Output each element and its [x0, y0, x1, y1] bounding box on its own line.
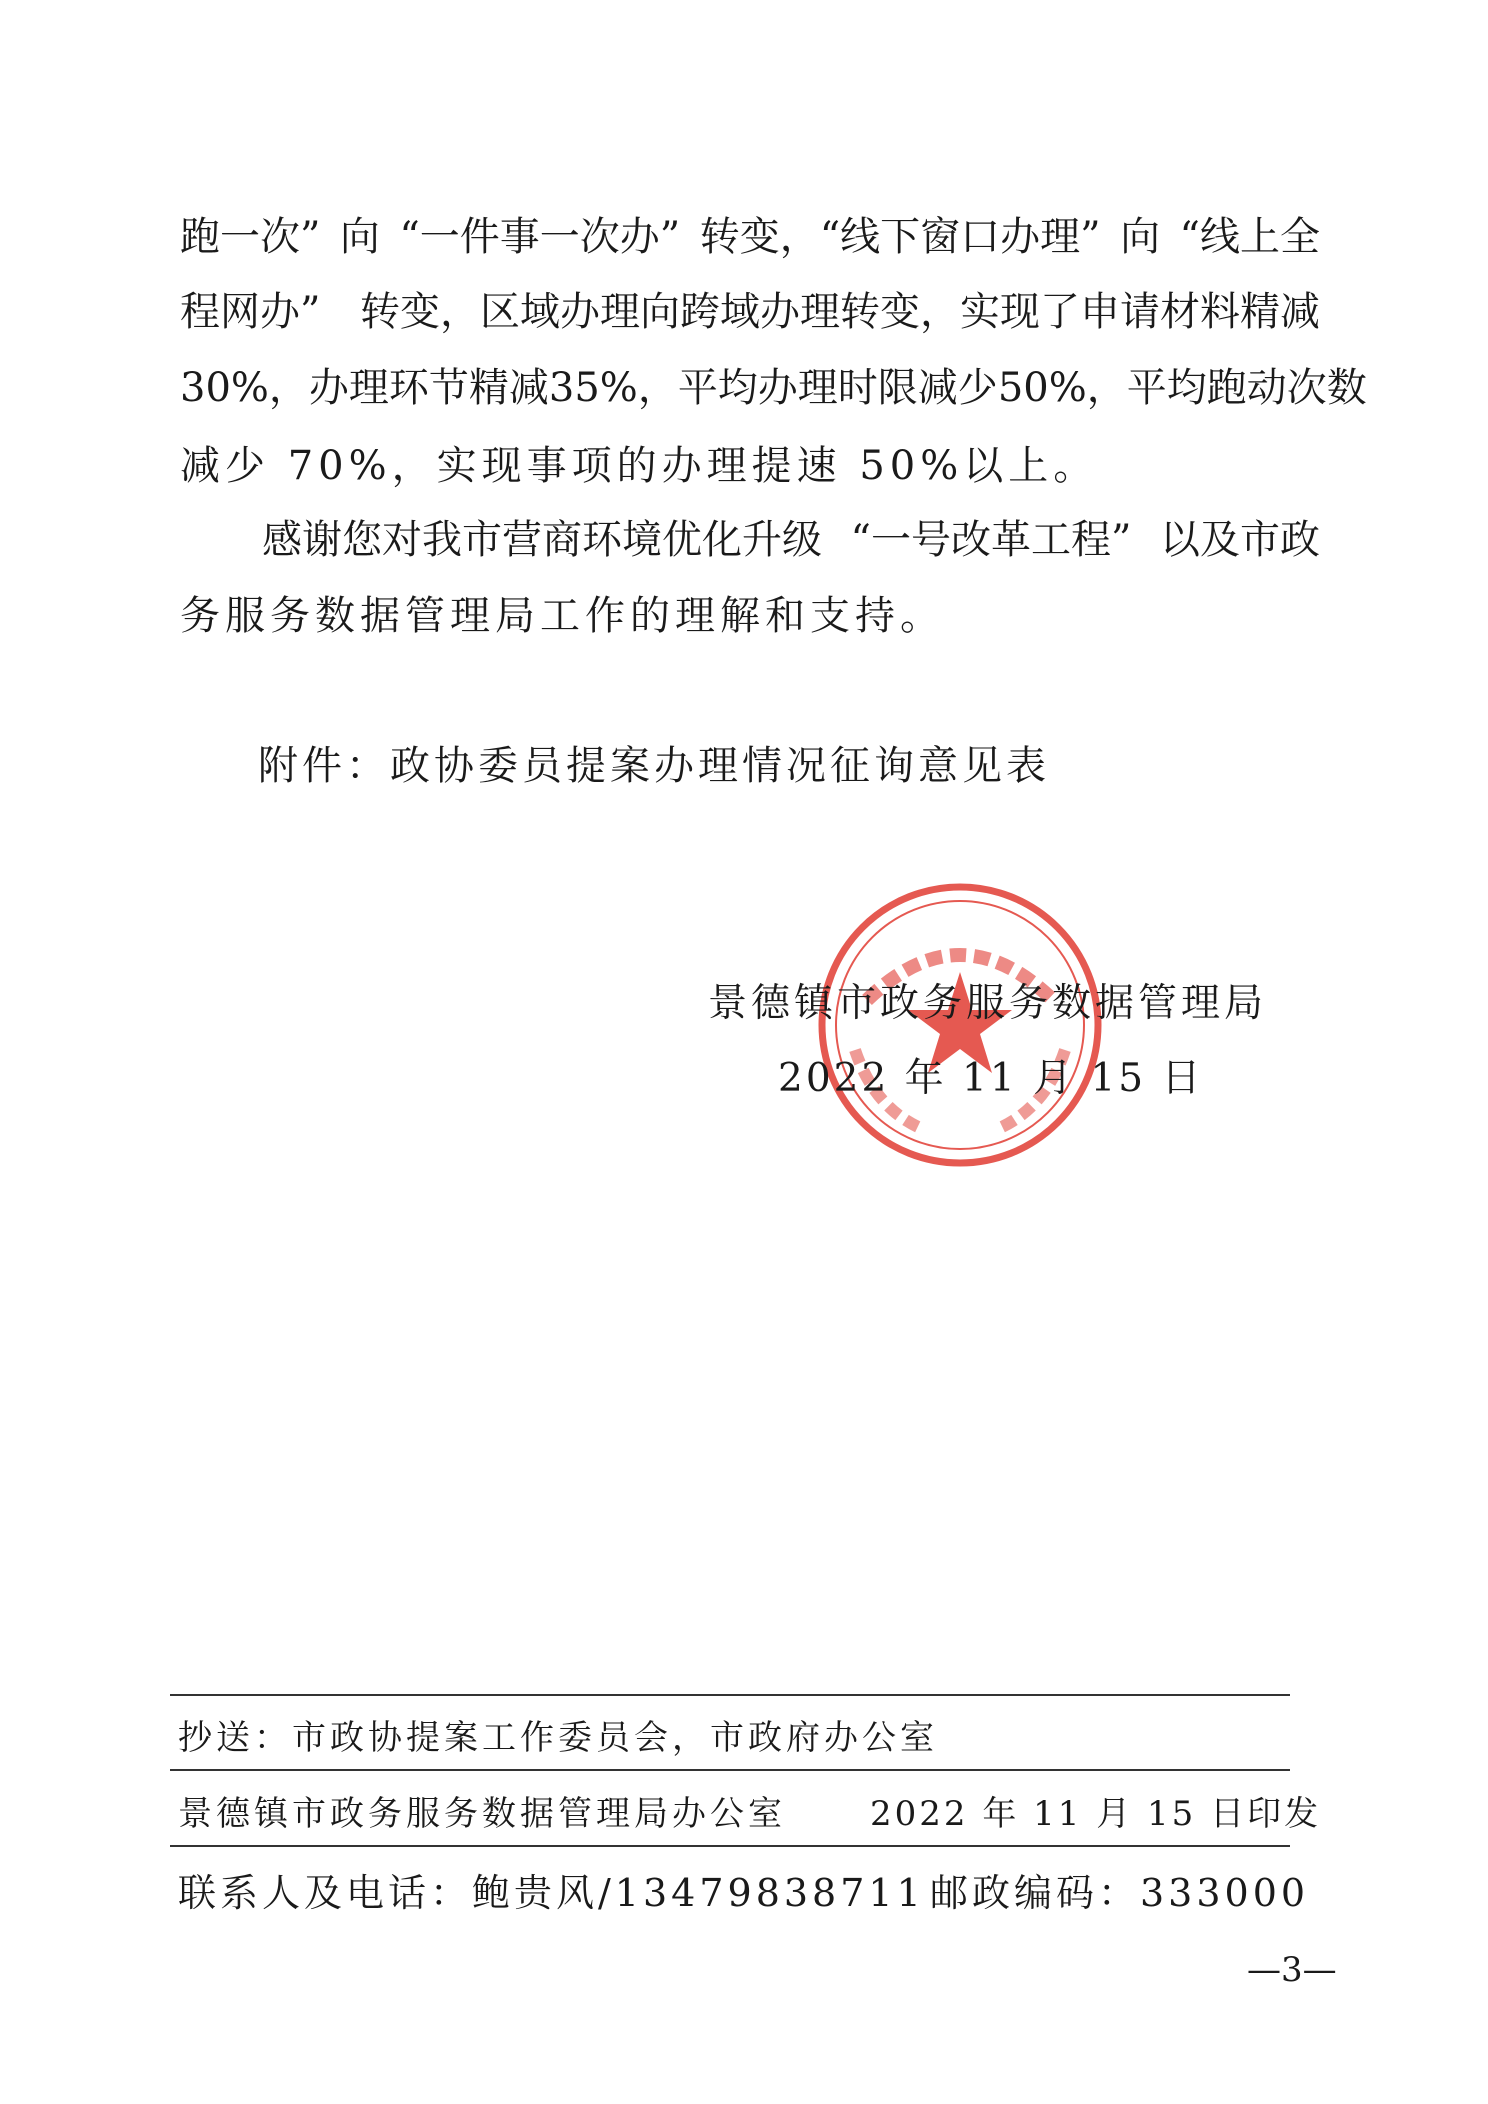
footer-divider	[170, 1769, 1290, 1771]
body-line-5	[262, 517, 1320, 563]
text-segment: 向	[339, 214, 380, 260]
text-segment: 平均办理时限减少	[677, 365, 998, 411]
text-segment: 50%，	[997, 365, 1127, 411]
text-segment: 平均跑动次数	[1126, 365, 1367, 411]
text-segment: “一件事一次办”	[399, 214, 681, 260]
text-segment: 感谢您对我市营商环境优化升级	[262, 517, 822, 563]
contact-info: 联系人及电话：鲍贵风/13479838711	[178, 1871, 925, 1915]
text-segment: 以及市政	[1160, 517, 1320, 563]
issuing-organization: 景德镇市政务服务数据管理局	[708, 981, 1268, 1026]
issuing-office: 景德镇市政务服务数据管理局办公室	[178, 1794, 786, 1834]
body-line-2	[180, 289, 1320, 335]
footer-divider	[170, 1694, 1290, 1696]
postal-code: 邮政编码：333000	[930, 1871, 1310, 1915]
text-segment: 转变，“线下窗口办理”	[699, 214, 1101, 260]
body-line-3	[180, 365, 1367, 411]
signature-date: 2022 年 11 月 15 日	[778, 1056, 1204, 1101]
text-segment: 转变，区域办理向跨域办理转变，实现了申请材料精减	[360, 289, 1320, 335]
cc-recipients: 抄送：市政协提案工作委员会，市政府办公室	[178, 1718, 938, 1758]
footer-divider	[170, 1845, 1290, 1847]
text-segment: 30%，	[180, 365, 309, 411]
text-segment: 跑一次”	[180, 214, 321, 260]
body-line-6: 务服务数据管理局工作的理解和支持。	[180, 593, 945, 639]
text-segment: “线上全	[1179, 214, 1320, 260]
text-segment: 35%，	[548, 365, 678, 411]
page-number: —3—	[1247, 1950, 1337, 1990]
body-line-1	[180, 214, 1320, 260]
text-segment: “一号改革工程”	[850, 517, 1132, 563]
text-segment: 向	[1120, 214, 1161, 260]
text-segment: 程网办”	[180, 289, 321, 335]
issue-date: 2022 年 11 月 15 日印发	[870, 1794, 1322, 1834]
text-segment: 办理环节精减	[308, 365, 549, 411]
attachment-note: 附件：政协委员提案办理情况征询意见表	[258, 743, 1050, 789]
body-line-4: 减少 70%，实现事项的办理提速 50%以上。	[180, 443, 1099, 489]
